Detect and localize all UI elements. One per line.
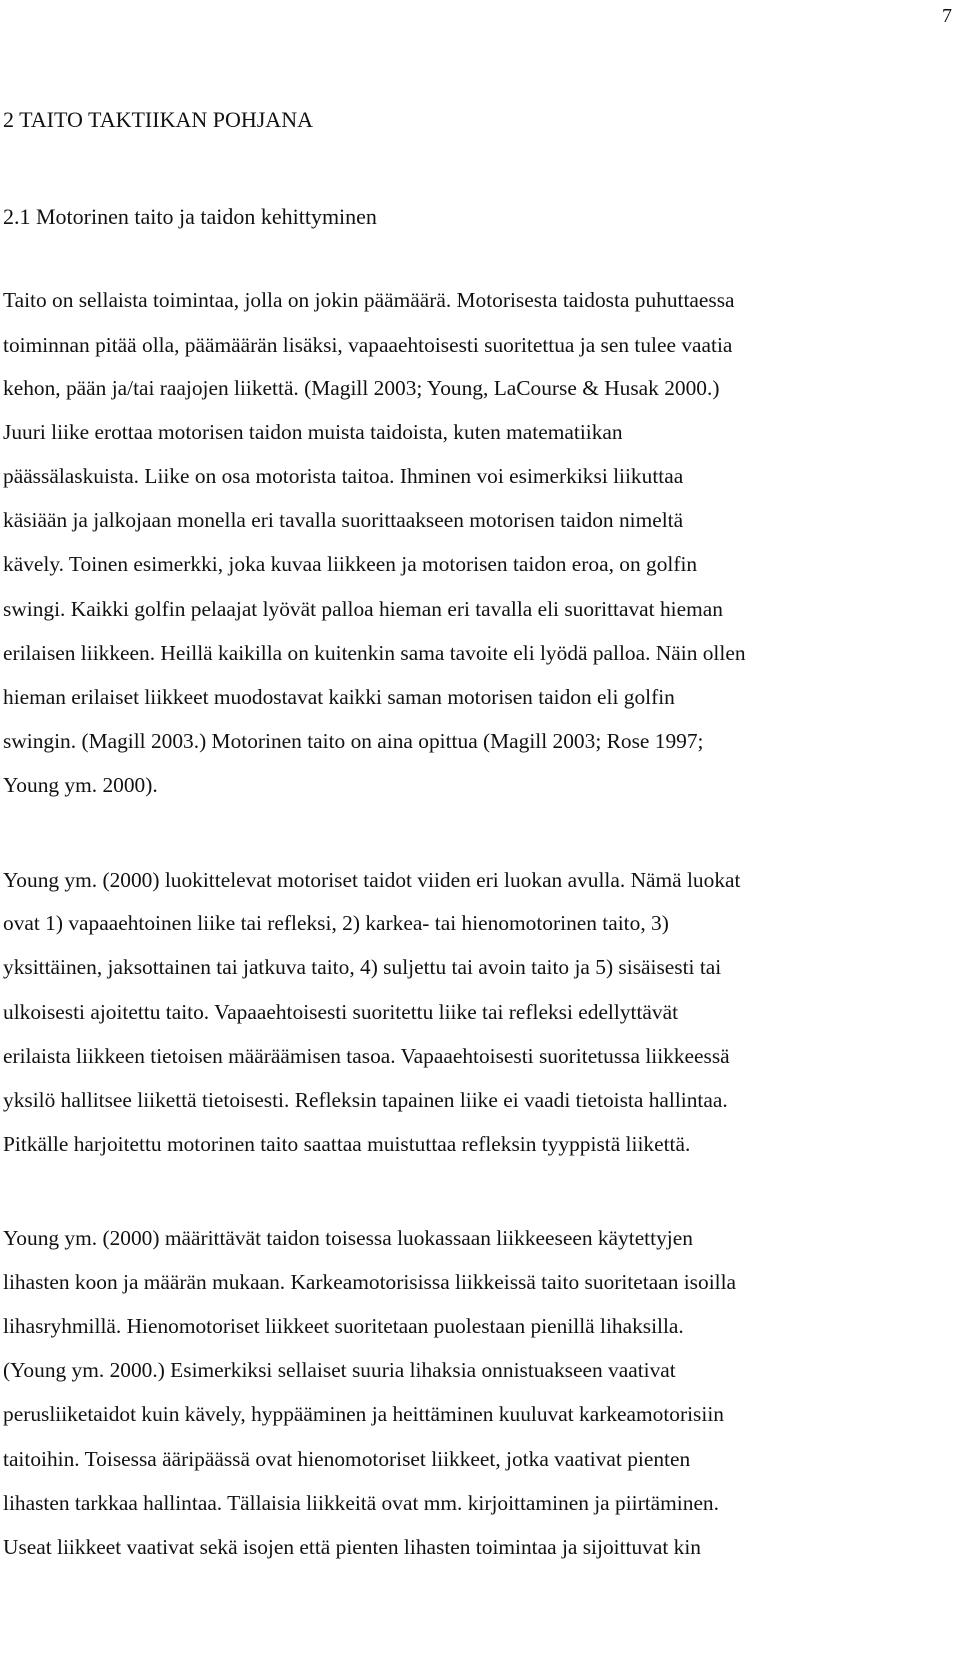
paragraph-line: lihasryhmillä. Hienomotoriset liikkeet suoritetaan puolestaan pienillä lihaksilla. (3, 1314, 684, 1338)
paragraph-line: (Young ym. 2000.) Esimerkiksi sellaiset suuria lihaksia onnistuakseen vaativat (3, 1358, 676, 1382)
section-heading: 2.1 Motorinen taito ja taidon kehittyminen (3, 204, 377, 229)
page-number: 7 (942, 5, 952, 27)
paragraph-line: Young ym. (2000) määrittävät taidon toisessa luokassaan liikkeeseen käytettyjen (3, 1226, 693, 1250)
paragraph-line: swingin. (Magill 2003.) Motorinen taito on aina opittua (Magill 2003; Rose 1997; (3, 729, 704, 753)
paragraph-line: Young ym. 2000). (3, 773, 158, 797)
paragraph-line: swingi. Kaikki golfin pelaajat lyövät palloa hieman eri tavalla eli suorittavat hieman (3, 597, 723, 621)
paragraph-line: lihasten tarkkaa hallintaa. Tällaisia liikkeitä ovat mm. kirjoittaminen ja piirtäminen. (3, 1491, 719, 1515)
paragraph-line: kävely. Toinen esimerkki, joka kuvaa liikkeen ja motorisen taidon eroa, on golfin (3, 552, 698, 576)
paragraph-line: Juuri liike erottaa motorisen taidon muista taidoista, kuten matematiikan (3, 420, 623, 444)
paragraph-line: Young ym. (2000) luokittelevat motoriset taidot viiden eri luokan avulla. Nämä luokat (3, 868, 741, 892)
paragraph-line: lihasten koon ja määrän mukaan. Karkeamotorisissa liikkeissä taito suoritetaan isoilla (3, 1270, 737, 1294)
paragraph-line: yksittäinen, jaksottainen tai jatkuva taito, 4) suljettu tai avoin taito ja 5) sisäisesti tai (3, 955, 722, 979)
paragraph-line: perusliiketaidot kuin kävely, hyppääminen ja heittäminen kuuluvat karkeamotorisiin (3, 1402, 724, 1426)
paragraph-line: Useat liikkeet vaativat sekä isojen että pienten lihasten toimintaa ja sijoittuvat kin (3, 1535, 701, 1559)
paragraph-line: Taito on sellaista toimintaa, jolla on jokin päämäärä. Motorisesta taidosta puhuttaessa (3, 288, 735, 312)
paragraph-line: taitoihin. Toisessa ääripäässä ovat hienomotoriset liikkeet, jotka vaativat pienten (3, 1447, 691, 1471)
paragraph-line: käsiään ja jalkojaan monella eri tavalla suorittaakseen motorisen taidon nimeltä (3, 508, 684, 532)
paragraph-line: erilaista liikkeen tietoisen määräämisen tasoa. Vapaaehtoisesti suoritetussa liikkeessä (3, 1044, 730, 1068)
paragraph-line: ovat 1) vapaaehtoinen liike tai refleksi, 2) karkea- tai hienomotorinen taito, 3) (3, 911, 669, 935)
paragraph-line: kehon, pään ja/tai raajojen liikettä. (Magill 2003; Young, LaCourse & Husak 2000.) (3, 376, 720, 400)
paragraph-line: ulkoisesti ajoitettu taito. Vapaaehtoisesti suoritettu liike tai refleksi edellyttävät (3, 1000, 679, 1024)
paragraph-line: Pitkälle harjoitettu motorinen taito saattaa muistuttaa refleksin tyyppistä liikettä. (3, 1132, 691, 1156)
paragraph-line: hieman erilaiset liikkeet muodostavat kaikki saman motorisen taidon eli golfin (3, 685, 675, 709)
paragraph-line: yksilö hallitsee liikettä tietoisesti. Refleksin tapainen liike ei vaadi tietoista hallintaa. (3, 1088, 728, 1112)
paragraph-line: päässälaskuista. Liike on osa motorista taitoa. Ihminen voi esimerkiksi liikuttaa (3, 464, 684, 488)
chapter-heading: 2 TAITO TAKTIIKAN POHJANA (3, 107, 313, 132)
paragraph-line: erilaisen liikkeen. Heillä kaikilla on kuitenkin sama tavoite eli lyödä palloa. Näin ollen (3, 641, 746, 665)
paragraph-line: toiminnan pitää olla, päämäärän lisäksi, vapaaehtoisesti suoritettua ja sen tulee vaatia (3, 333, 733, 357)
